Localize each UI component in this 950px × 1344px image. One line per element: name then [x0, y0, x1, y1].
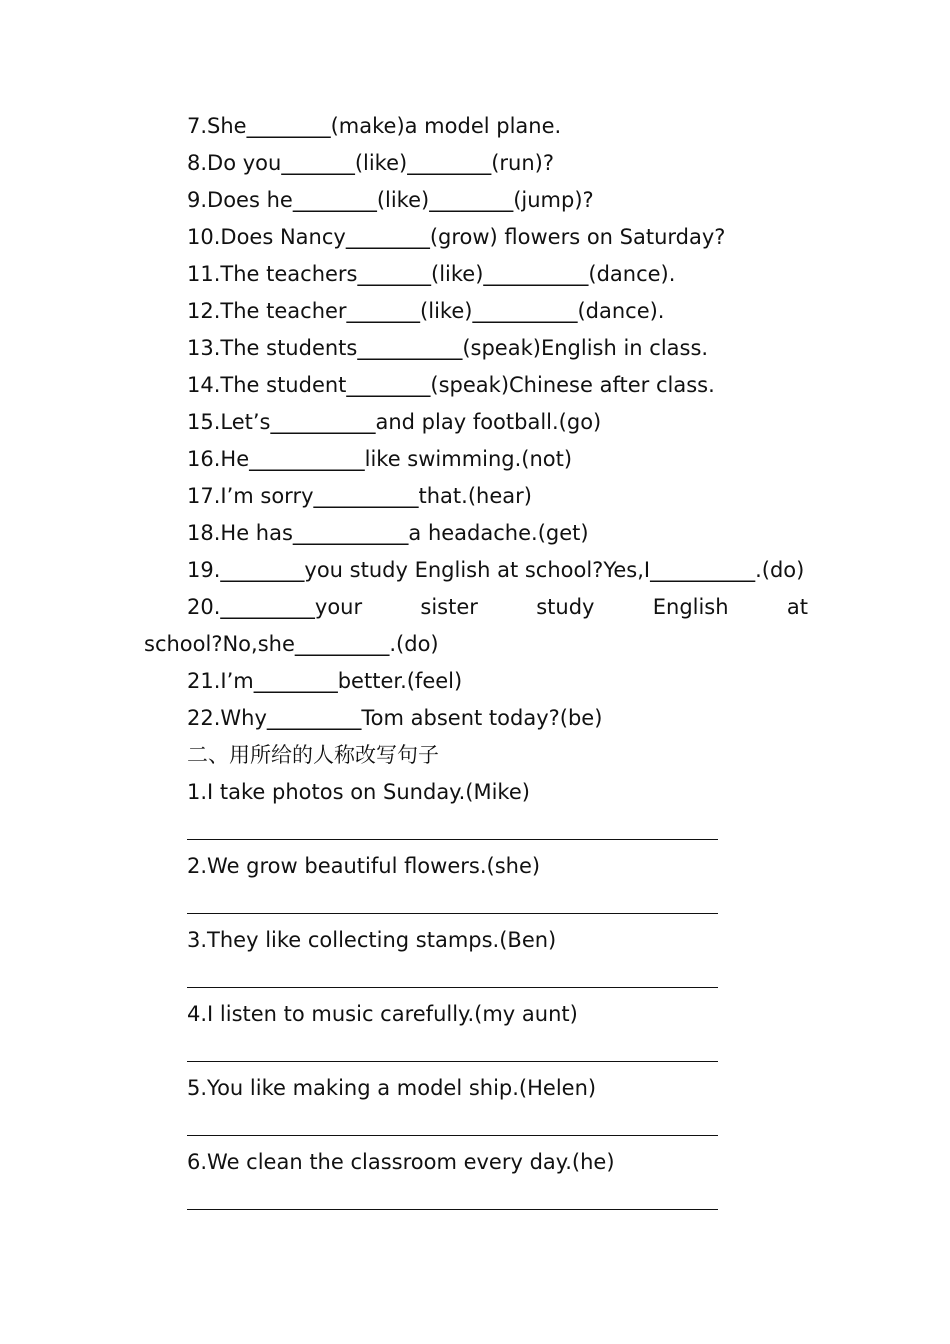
rewrite-item-4: 4.I listen to music carefully.(my aunt)	[187, 1002, 578, 1026]
question-16: 16.He___________like swimming.(not)	[187, 447, 573, 471]
section-2-heading: 二、用所给的人称改写句子	[187, 743, 439, 767]
question-9: 9.Does he________(like)________(jump)?	[187, 188, 594, 212]
question-8: 8.Do you_______(like)________(run)?	[187, 151, 554, 175]
answer-line-6[interactable]	[187, 1209, 718, 1210]
question-20	[144, 592, 808, 659]
answer-line-1[interactable]	[187, 839, 718, 840]
rewrite-item-5: 5.You like making a model ship.(Helen)	[187, 1076, 597, 1100]
question-21: 21.I’m________better.(feel)	[187, 669, 463, 693]
question-10: 10.Does Nancy________(grow) flowers on Saturday?	[187, 225, 726, 249]
question-19: 19.________you study English at school?Yes,I__________.(do)	[187, 558, 805, 582]
question-18: 18.He has___________a headache.(get)	[187, 521, 589, 545]
question-22: 22.Why_________Tom absent today?(be)	[187, 706, 603, 730]
answer-line-5[interactable]	[187, 1135, 718, 1136]
question-13: 13.The students__________(speak)English in class.	[187, 336, 709, 360]
rewrite-item-1: 1.I take photos on Sunday.(Mike)	[187, 780, 530, 804]
question-11: 11.The teachers_______(like)__________(dance).	[187, 262, 676, 286]
question-15: 15.Let’s__________and play football.(go)	[187, 410, 602, 434]
question-7: 7.She________(make)a model plane.	[187, 114, 562, 138]
question-20-continuation: school?No,she_________.(do)	[144, 632, 439, 656]
question-12: 12.The teacher_______(like)__________(dance).	[187, 299, 665, 323]
question-20-word: English	[652, 595, 729, 619]
answer-line-4[interactable]	[187, 1061, 718, 1062]
question-20-word: study	[536, 595, 595, 619]
question-20-first-line	[187, 592, 808, 622]
question-20-word: 20._________your	[187, 595, 363, 619]
question-20-word: at	[786, 595, 808, 619]
answer-line-2[interactable]	[187, 913, 718, 914]
question-20-word: sister	[420, 595, 478, 619]
question-17: 17.I’m sorry__________that.(hear)	[187, 484, 532, 508]
rewrite-item-3: 3.They like collecting stamps.(Ben)	[187, 928, 557, 952]
rewrite-item-6: 6.We clean the classroom every day.(he)	[187, 1150, 615, 1174]
rewrite-item-2: 2.We grow beautiful flowers.(she)	[187, 854, 541, 878]
question-14: 14.The student________(speak)Chinese after class.	[187, 373, 715, 397]
answer-line-3[interactable]	[187, 987, 718, 988]
